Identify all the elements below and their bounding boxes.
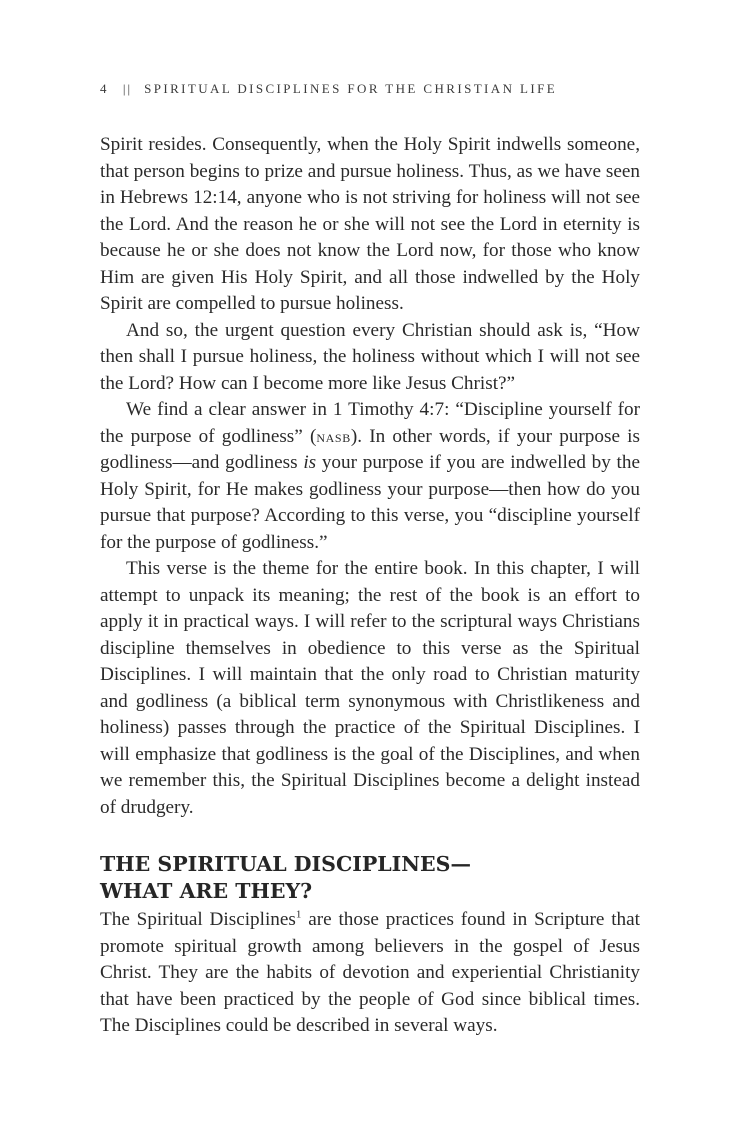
running-head xyxy=(100,81,557,97)
paragraph-urgent-question: And so, the urgent question every Christian should ask is, “How then shall I pursue holiness, the holiness without which I will not see the Lord? How can I become more like Jesus Christ?” xyxy=(100,319,640,394)
timothy-text-part2: ). In other words, if your purpose is godliness—and godliness xyxy=(100,425,640,473)
paragraph-timothy-verse xyxy=(100,397,640,556)
emphasis-is: is xyxy=(303,452,317,473)
paragraph-book-theme: This verse is the theme for the entire book. In this chapter, I will attempt to unpack its meaning; the rest of the book is an effort to apply it in practical ways. I will refer to the scriptural ways Christians discipline themselves in obedience to this verse as the Spiritual Disciplines. I will maintain that the only road to Christian maturity and godliness (a biblical term synonymous with Christlikeness and holiness) passes through the practice of the Spiritual Disciplines. I will emphasize that godliness is the goal of the Disciplines, and when we remember this, the Spiritual Disciplines become a delight instead of drudgery. xyxy=(100,558,640,818)
footnote-reference[interactable]: 1 xyxy=(295,908,302,921)
timothy-text-part1: We find a clear answer in 1 Timothy 4:7: “Discipline yourself for the purpose of godliness” ( xyxy=(100,399,640,447)
nasb-abbreviation: nasb xyxy=(316,426,351,446)
body-text xyxy=(100,132,640,1040)
header-separator: || xyxy=(122,81,133,96)
section-heading-line1: THE SPIRITUAL DISCIPLINES— xyxy=(100,852,471,876)
definition-lead: The Spiritual Disciplines xyxy=(100,909,296,930)
paragraph-disciplines-definition xyxy=(100,907,640,1040)
section-heading-line2: WHAT ARE THEY? xyxy=(100,879,313,903)
paragraph-continuation: Spirit resides. Consequently, when the Holy Spirit indwells someone, that person begins to prize and pursue holiness. Thus, as we have seen in Hebrews 12:14, anyone who is not striving for holiness will not see the Lord. And the reason he or she will not see the Lord in eternity is because he or she does not know the Lord now, for those who know Him are given His Holy Spirit, and all those indwelled by the Holy Spirit are compelled to pursue holiness. xyxy=(100,134,640,314)
section-heading xyxy=(100,851,640,905)
definition-rest: are those practices found in Scripture that promote spiritual growth among believers in the gospel of Jesus Christ. They are the habits of devotion and experiential Christianity that have been practiced by the people of God since biblical times. The Disciplines could be described in several ways. xyxy=(100,909,640,1036)
book-title: SPIRITUAL DISCIPLINES FOR THE CHRISTIAN LIFE xyxy=(144,81,558,96)
timothy-text-part3: your purpose if you are indwelled by the Holy Spirit, for He makes godliness your purpose—then how do you pursue that purpose? According to this verse, you “discipline yourself for the purpose of godliness.” xyxy=(100,452,640,553)
page-number: 4 xyxy=(100,81,109,96)
